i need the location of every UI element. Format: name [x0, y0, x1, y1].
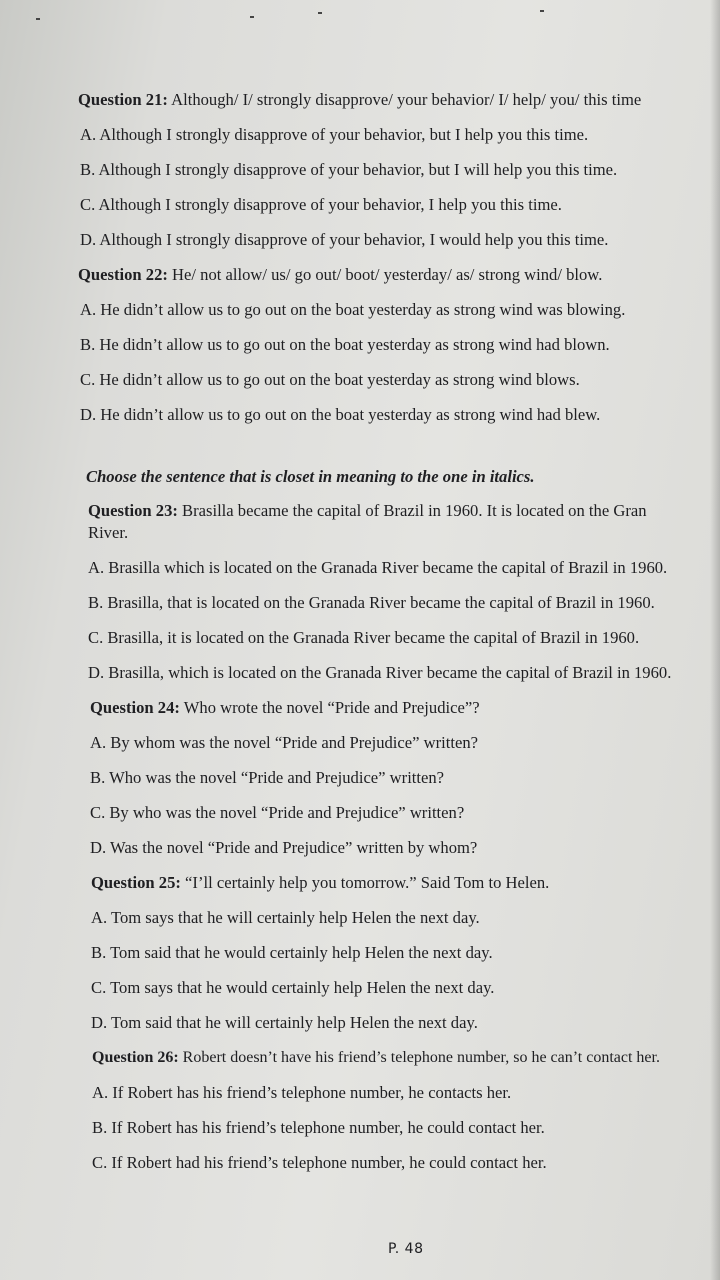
q25-option-a: A. Tom says that he will certainly help Helen the next day. — [91, 908, 480, 927]
q22-option-d: D. He didn’t allow us to go out on the boat yesterday as strong wind had blew. — [80, 405, 601, 424]
q23-option-d: D. Brasilla, which is located on the Granada River became the capital of Brazil in 1960. — [88, 663, 672, 682]
q23-option-c: C. Brasilla, it is located on the Granada River became the capital of Brazil in 1960. — [88, 628, 640, 647]
question-24: Question 24: Who wrote the novel “Pride and Prejudice”? — [90, 698, 480, 717]
q21-option-a: A. Although I strongly disapprove of your behavior, but I help you this time. — [80, 125, 589, 144]
q26-option-c: C. If Robert had his friend’s telephone number, he could contact her. — [92, 1153, 547, 1172]
q22-option-b: B. He didn’t allow us to go out on the boat yesterday as strong wind had blown. — [80, 335, 610, 354]
q21-option-b: B. Although I strongly disapprove of your behavior, but I will help you this time. — [80, 160, 618, 179]
worksheet-content — [78, 86, 718, 1173]
q24-option-d: D. Was the novel “Pride and Prejudice” written by whom? — [90, 838, 478, 857]
q24-option-a: A. By whom was the novel “Pride and Prejudice” written? — [90, 733, 479, 752]
question-22: Question 22: He/ not allow/ us/ go out/ boot/ yesterday/ as/ strong wind/ blow. — [78, 265, 603, 284]
q25-option-c: C. Tom says that he would certainly help Helen the next day. — [91, 978, 495, 997]
question-23: Question 23: Brasilla became the capital of Brazil in 1960. It is located on the Gran — [88, 501, 647, 520]
q25-option-b: B. Tom said that he would certainly help Helen the next day. — [91, 943, 493, 962]
q26-option-b: B. If Robert has his friend’s telephone number, he could contact her. — [92, 1118, 545, 1137]
page-number: P. 48 — [388, 1241, 424, 1257]
q22-option-a: A. He didn’t allow us to go out on the boat yesterday as strong wind was blowing. — [80, 300, 626, 319]
q21-option-d: D. Although I strongly disapprove of your behavior, I would help you this time. — [80, 230, 609, 249]
q26-option-a: A. If Robert has his friend’s telephone number, he contacts her. — [92, 1083, 512, 1102]
question-21: Question 21: Although/ I/ strongly disapprove/ your behavior/ I/ help/ you/ this time — [78, 90, 642, 109]
page-edge-shadow — [710, 0, 720, 1280]
q25-option-d: D. Tom said that he will certainly help Helen the next day. — [91, 1013, 478, 1032]
q24-option-b: B. Who was the novel “Pride and Prejudice” written? — [90, 768, 445, 787]
question-26: Question 26: Robert doesn’t have his friend’s telephone number, so he can’t contact her. — [92, 1049, 660, 1066]
question-25: Question 25: “I’ll certainly help you tomorrow.” Said Tom to Helen. — [91, 873, 550, 892]
scan-specks — [0, 10, 720, 30]
q22-option-c: C. He didn’t allow us to go out on the boat yesterday as strong wind blows. — [80, 370, 580, 389]
q21-option-c: C. Although I strongly disapprove of your behavior, I help you this time. — [80, 195, 562, 214]
q24-option-c: C. By who was the novel “Pride and Prejudice” written? — [90, 803, 465, 822]
q23-option-b: B. Brasilla, that is located on the Granada River became the capital of Brazil in 1960. — [88, 593, 655, 612]
section-instruction: Choose the sentence that is closet in meaning to the one in italics. — [86, 467, 535, 486]
q23-option-a: A. Brasilla which is located on the Granada River became the capital of Brazil in 1960. — [88, 558, 668, 577]
question-23-continued: River. — [88, 523, 129, 542]
